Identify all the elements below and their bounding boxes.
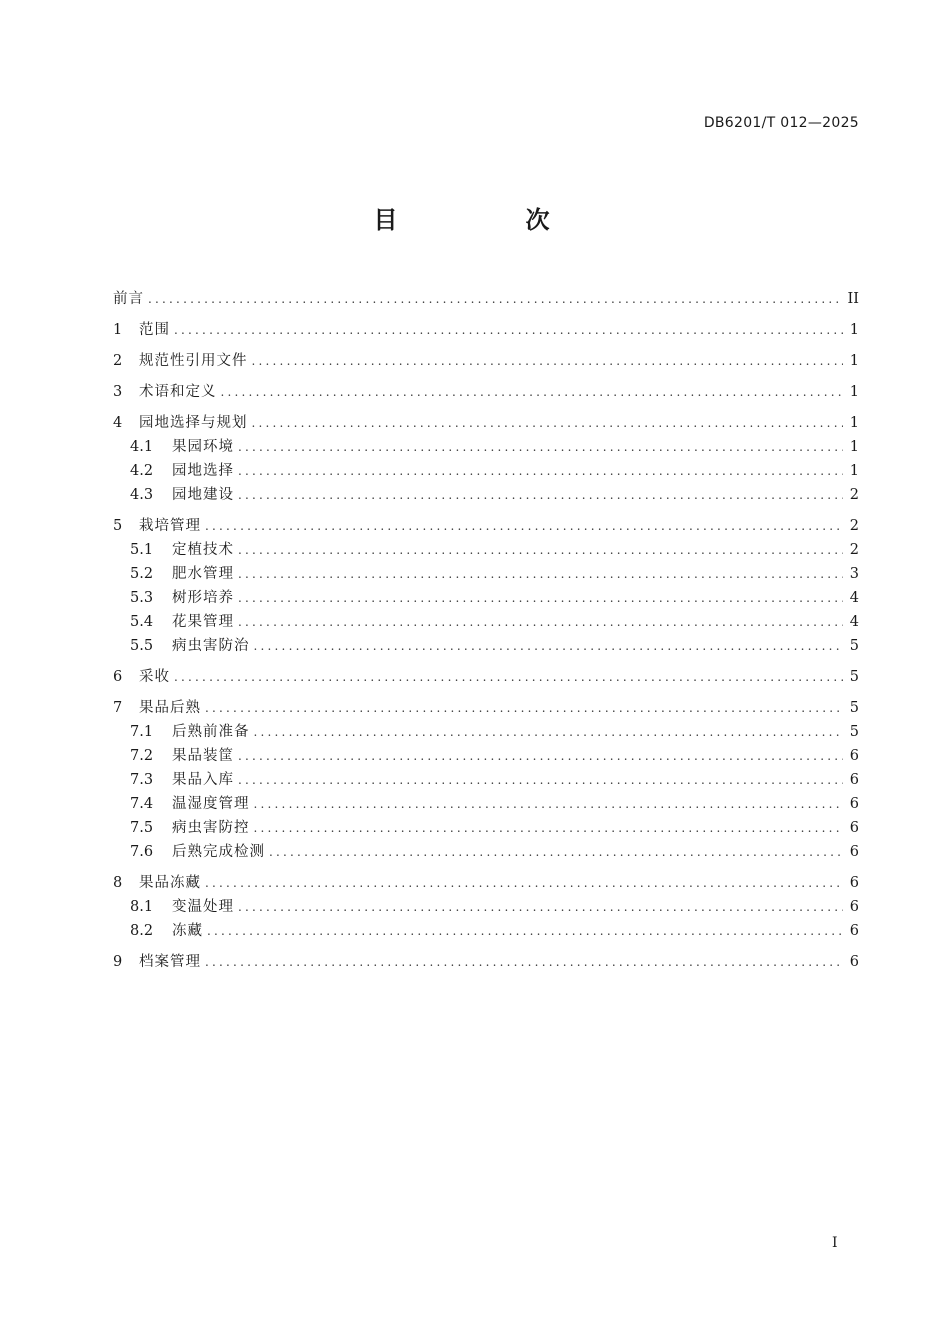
- toc-entry-label: 栽培管理: [139, 518, 201, 534]
- toc-leader-dots: [238, 538, 843, 562]
- toc-entry[interactable]: [113, 720, 859, 744]
- toc-entry[interactable]: [113, 744, 859, 768]
- toc-entry-label: 采收: [139, 669, 170, 685]
- toc-entry[interactable]: [113, 435, 859, 459]
- toc-entry[interactable]: [113, 287, 859, 311]
- toc-leader-dots: [254, 634, 844, 658]
- toc-entry-label: 定植技术: [172, 542, 234, 558]
- toc-entry-page: 5: [849, 669, 859, 685]
- toc-entry[interactable]: [113, 950, 859, 974]
- toc-entry-number: 4: [113, 415, 123, 431]
- toc-leader-dots: [238, 459, 843, 483]
- toc-entry-number: 9: [113, 954, 123, 970]
- toc-entry-page: 6: [849, 772, 859, 788]
- toc-entry[interactable]: [113, 792, 859, 816]
- toc-entry-label: 园地选择与规划: [139, 415, 248, 431]
- toc-entry-number: 5.4: [130, 614, 154, 630]
- toc-entry-page: 6: [849, 875, 859, 891]
- toc-entry-page: 1: [849, 463, 859, 479]
- toc-entry[interactable]: [113, 816, 859, 840]
- toc-leader-dots: [238, 768, 843, 792]
- toc-entry-label: 花果管理: [172, 614, 234, 630]
- toc-leader-dots: [221, 380, 844, 404]
- toc-entry-number: 7.3: [130, 772, 154, 788]
- toc-entry-page: 3: [849, 566, 859, 582]
- toc-entry-number: 5.3: [130, 590, 154, 606]
- toc-entry-page: 5: [849, 700, 859, 716]
- toc-entry-number: 5.5: [130, 638, 154, 654]
- toc-leader-dots: [238, 483, 843, 507]
- toc-entry-label: 树形培养: [172, 590, 234, 606]
- toc-leader-dots: [254, 816, 844, 840]
- toc-entry[interactable]: [113, 895, 859, 919]
- toc-entry-label: 园地建设: [172, 487, 234, 503]
- toc-leader-dots: [207, 919, 843, 943]
- toc-entry-page: 6: [849, 796, 859, 812]
- toc-leader-dots: [238, 744, 843, 768]
- toc-entry-number: 4.3: [130, 487, 154, 503]
- toc-entry[interactable]: [113, 634, 859, 658]
- toc-entry[interactable]: [113, 538, 859, 562]
- toc-entry-label: 术语和定义: [139, 384, 217, 400]
- toc-entry-number: 6: [113, 669, 123, 685]
- toc-entry-label: 温湿度管理: [172, 796, 250, 812]
- document-code: DB6201/T 012—2025: [703, 115, 859, 131]
- toc-entry-page: 1: [849, 384, 859, 400]
- toc-leader-dots: [238, 586, 843, 610]
- toc-leader-dots: [205, 514, 843, 538]
- toc-leader-dots: [174, 318, 843, 342]
- toc-entry[interactable]: [113, 768, 859, 792]
- toc-entry-label: 果品装筐: [172, 748, 234, 764]
- toc-leader-dots: [238, 895, 843, 919]
- toc-leader-dots: [252, 411, 844, 435]
- toc-entry[interactable]: [113, 871, 859, 895]
- toc-leader-dots: [238, 562, 843, 586]
- page-title: 目 次: [373, 206, 602, 234]
- toc-entry-page: 1: [849, 322, 859, 338]
- toc-entry-number: 7.1: [130, 724, 154, 740]
- toc-entry[interactable]: [113, 483, 859, 507]
- toc-entry-label: 果品冻藏: [139, 875, 201, 891]
- toc-entry-number: 8.1: [130, 899, 154, 915]
- toc-entry-number: 3: [113, 384, 123, 400]
- toc-entry-label: 范围: [139, 322, 170, 338]
- toc-entry-number: 7: [113, 700, 123, 716]
- toc-entry-number: 5: [113, 518, 123, 534]
- toc-leader-dots: [238, 435, 843, 459]
- toc-entry[interactable]: [113, 665, 859, 689]
- toc-entry-number: 5.1: [130, 542, 154, 558]
- toc-entry-page: 2: [849, 518, 859, 534]
- toc-entry-page: 2: [849, 487, 859, 503]
- toc-entry-number: 4.2: [130, 463, 154, 479]
- toc-entry-number: 7.4: [130, 796, 154, 812]
- toc-leader-dots: [205, 950, 843, 974]
- toc-entry-page: 6: [849, 844, 859, 860]
- toc-entry-label: 后熟完成检测: [172, 844, 265, 860]
- toc-entry-number: 7.5: [130, 820, 154, 836]
- toc-entry-page: 1: [849, 439, 859, 455]
- toc-entry[interactable]: [113, 411, 859, 435]
- toc-entry-number: 1: [113, 322, 123, 338]
- toc-entry[interactable]: [113, 459, 859, 483]
- toc-entry[interactable]: [113, 349, 859, 373]
- toc-leader-dots: [205, 696, 843, 720]
- toc-entry-number: 7.6: [130, 844, 154, 860]
- toc-leader-dots: [254, 792, 844, 816]
- toc-entry-label: 前言: [113, 291, 144, 307]
- toc-entry[interactable]: [113, 610, 859, 634]
- toc-entry-label: 规范性引用文件: [139, 353, 248, 369]
- toc-entry[interactable]: [113, 318, 859, 342]
- toc-entry[interactable]: [113, 380, 859, 404]
- toc-entry-label: 病虫害防治: [172, 638, 250, 654]
- toc-entry-page: 4: [849, 614, 859, 630]
- toc-entry-number: 2: [113, 353, 123, 369]
- toc-entry[interactable]: [113, 696, 859, 720]
- toc-entry-page: 6: [849, 954, 859, 970]
- toc-entry-label: 果品入库: [172, 772, 234, 788]
- toc-entry-label: 后熟前准备: [172, 724, 250, 740]
- toc-entry-number: 7.2: [130, 748, 154, 764]
- toc-entry-page: 5: [849, 724, 859, 740]
- toc-entry-page: 6: [849, 820, 859, 836]
- toc-entry-label: 果园环境: [172, 439, 234, 455]
- toc-entry-page: II: [847, 291, 859, 307]
- toc-entry-page: 2: [849, 542, 859, 558]
- toc-entry[interactable]: [113, 562, 859, 586]
- toc-entry-label: 果品后熟: [139, 700, 201, 716]
- toc-leader-dots: [205, 871, 843, 895]
- table-of-contents: [113, 287, 859, 974]
- footer-page-number: I: [832, 1235, 838, 1251]
- toc-leader-dots: [254, 720, 844, 744]
- toc-leader-dots: [174, 665, 843, 689]
- toc-entry[interactable]: [113, 919, 859, 943]
- toc-entry-page: 6: [849, 748, 859, 764]
- toc-leader-dots: [238, 610, 843, 634]
- toc-entry-label: 档案管理: [139, 954, 201, 970]
- toc-leader-dots: [148, 287, 842, 311]
- toc-entry-page: 5: [849, 638, 859, 654]
- toc-entry[interactable]: [113, 514, 859, 538]
- toc-entry-label: 变温处理: [172, 899, 234, 915]
- toc-entry-number: 5.2: [130, 566, 154, 582]
- toc-entry-label: 园地选择: [172, 463, 234, 479]
- toc-entry[interactable]: [113, 586, 859, 610]
- toc-entry-number: 8: [113, 875, 123, 891]
- toc-entry-page: 6: [849, 899, 859, 915]
- toc-leader-dots: [269, 840, 843, 864]
- toc-entry-page: 1: [849, 353, 859, 369]
- toc-entry-label: 病虫害防控: [172, 820, 250, 836]
- toc-entry-number: 4.1: [130, 439, 154, 455]
- toc-entry-label: 肥水管理: [172, 566, 234, 582]
- toc-entry-page: 4: [849, 590, 859, 606]
- toc-entry[interactable]: [113, 840, 859, 864]
- toc-leader-dots: [252, 349, 844, 373]
- toc-entry-number: 8.2: [130, 923, 154, 939]
- toc-entry-page: 6: [849, 923, 859, 939]
- toc-entry-page: 1: [849, 415, 859, 431]
- toc-entry-label: 冻藏: [172, 923, 203, 939]
